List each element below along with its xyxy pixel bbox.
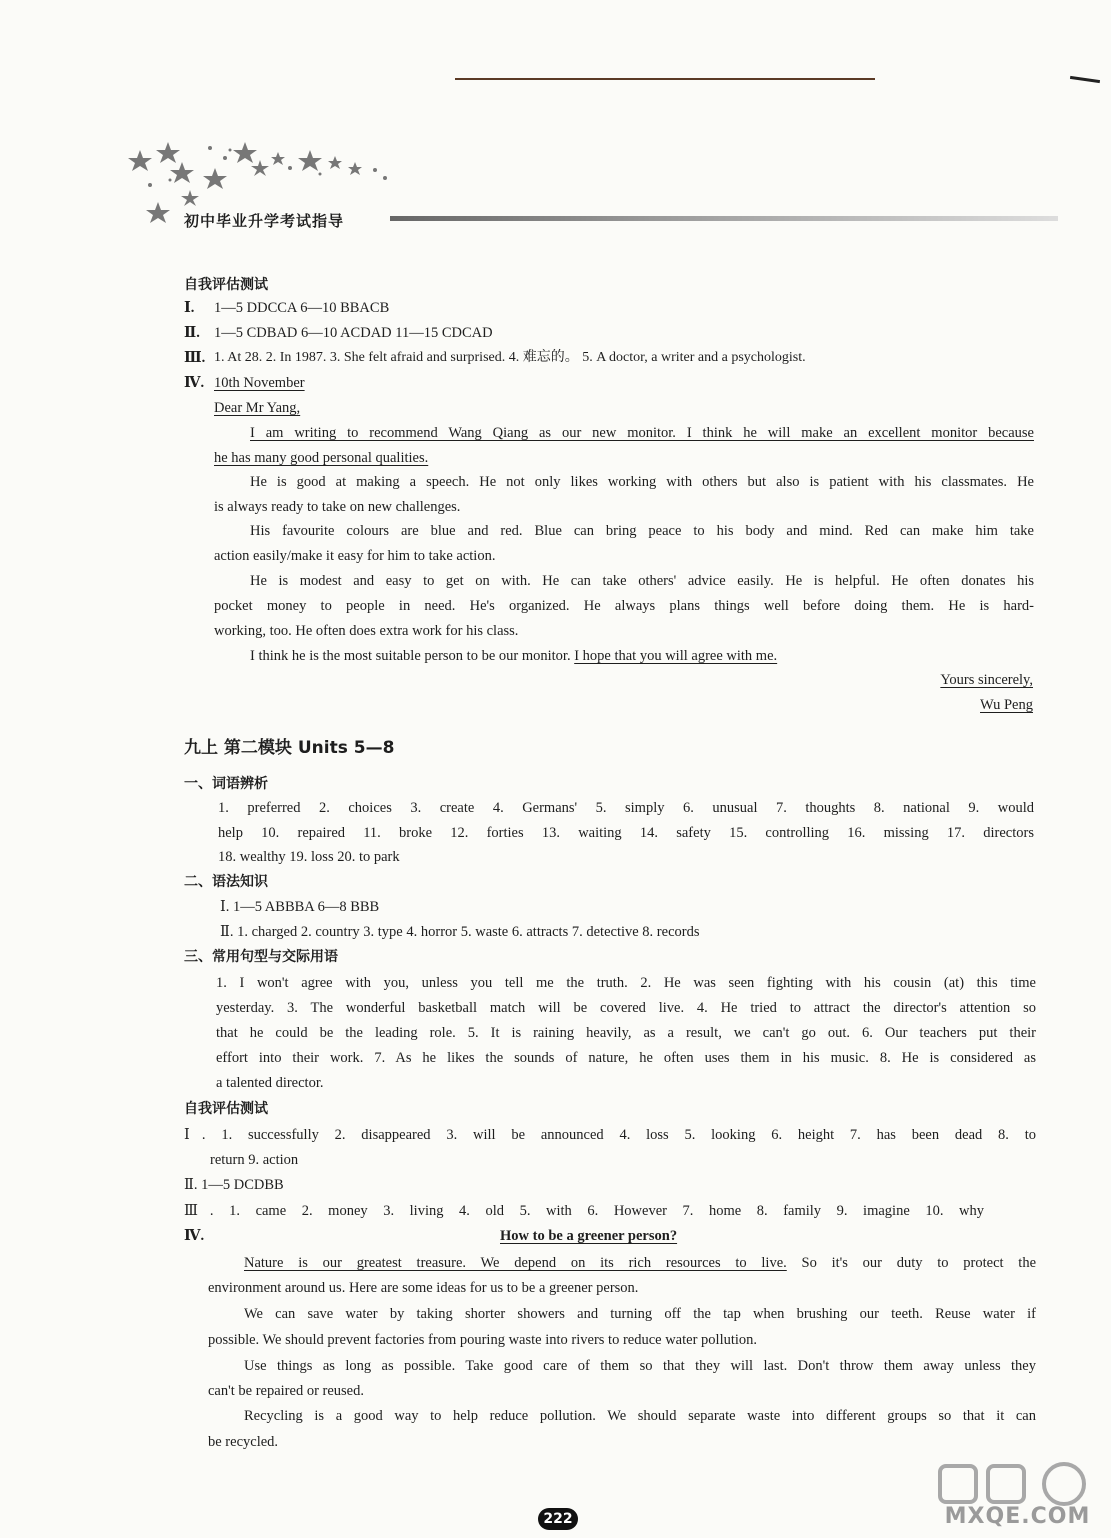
eval2-iii: Ⅲ. 1. came 2. money 3. living 4. old 5. with 6. However 7. home 8. family 9. imagine 10. why bbox=[184, 1203, 984, 1219]
s3-heading: 三、常用句型与交际用语 bbox=[184, 949, 338, 965]
letter-p3-line2: action easily/make it easy for him to take action. bbox=[214, 548, 496, 564]
essay-p3-line1: Use things as long as possible. Take good care of them so that they will last. Don't throw them away unless they bbox=[244, 1358, 1036, 1374]
eval2-ii: Ⅱ. 1—5 DCDBB bbox=[184, 1177, 284, 1193]
essay-p1-line1 bbox=[244, 1253, 1036, 1273]
essay-p2-line2: possible. We should prevent factories from pouring waste into rivers to reduce water pollution. bbox=[208, 1332, 758, 1348]
eval2-i-line1: Ⅰ. 1. successfully 2. disappeared 3. will be announced 4. loss 5. looking 6. height 7. has been dead 8. to bbox=[184, 1127, 1036, 1143]
letter-signature: Wu Peng bbox=[980, 697, 1033, 713]
letter-p2-line2: is always ready to take on new challenges. bbox=[214, 499, 461, 515]
item-iv-label: Ⅳ. bbox=[184, 375, 205, 391]
letter-p1-line1: I am writing to recommend Wang Qiang as our new monitor. I think he will make an excellent monitor because bbox=[250, 425, 1034, 441]
letter-p5-underlined: I hope that you will agree with me. bbox=[574, 648, 778, 664]
s3-line3: that he could be the leading role. 5. It is raining heavily, as a result, we can't go out. 6. Our teachers put their bbox=[216, 1025, 1036, 1041]
s1-line1: 1. preferred 2. choices 3. create 4. Germans' 5. simply 6. unusual 7. thoughts 8. national 9. would bbox=[218, 800, 1034, 816]
essay-p1-line2: environment around us. Here are some ideas for us to be a greener person. bbox=[208, 1280, 639, 1296]
eval-heading: 自我评估测试 bbox=[184, 277, 268, 293]
letter-date: 10th November bbox=[214, 375, 305, 391]
item-iii-answers: 1. At 28. 2. In 1987. 3. She felt afraid and surprised. 4. 难忘的。 5. A doctor, a writer and a psychologist. bbox=[214, 350, 806, 365]
essay-p2-line1: We can save water by taking shorter showers and turning off the tap when brushing our teeth. Reuse water if bbox=[244, 1306, 1036, 1322]
item-i-label: Ⅰ. bbox=[184, 300, 195, 316]
s2-line1: Ⅰ. 1—5 ABBBA 6—8 BBB bbox=[220, 899, 380, 915]
essay-p1-underlined: Nature is our greatest treasure. We depend on its rich resources to live. bbox=[244, 1255, 787, 1271]
s3-line4: effort into their work. 7. As he likes the sounds of nature, he often uses them in his music. 8. He is considered as bbox=[216, 1050, 1036, 1066]
letter-greeting: Dear Mr Yang, bbox=[214, 400, 301, 416]
header-title: 初中毕业升学考试指导 bbox=[184, 212, 345, 230]
watermark-logo bbox=[930, 1460, 1105, 1535]
item-iii-label: Ⅲ. bbox=[184, 350, 206, 366]
item-i-answers: 1—5 DDCCA 6—10 BBACB bbox=[214, 300, 390, 316]
letter-p5 bbox=[250, 646, 777, 666]
letter-p3-line1: His favourite colours are blue and red. Blue can bring peace to his body and mind. Red can make him take bbox=[250, 523, 1034, 539]
letter-closing: Yours sincerely, bbox=[940, 672, 1033, 688]
essay-title: How to be a greener person? bbox=[500, 1228, 678, 1244]
s2-heading: 二、语法知识 bbox=[184, 874, 268, 890]
essay-p4-line2: be recycled. bbox=[208, 1434, 279, 1450]
s3-line5: a talented director. bbox=[216, 1075, 324, 1091]
s3-line2: yesterday. 3. The wonderful basketball match will be covered live. 4. He tried to attract the director's attention so bbox=[216, 1000, 1036, 1016]
s1-line3: 18. wealthy 19. loss 20. to park bbox=[218, 849, 400, 865]
eval2-i-line2: return 9. action bbox=[210, 1152, 299, 1168]
module-title: 九上 第二模块 Units 5—8 bbox=[184, 738, 395, 758]
eval2-iv-label: Ⅳ. bbox=[184, 1228, 205, 1244]
item-ii-label: Ⅱ. bbox=[184, 325, 200, 341]
page-number: 222 bbox=[538, 1508, 578, 1530]
letter-p4-line1: He is modest and easy to get on with. He can take others' advice easily. He is helpful. He often donates his bbox=[250, 573, 1034, 589]
watermark-icon bbox=[930, 1460, 1105, 1508]
letter-p4-line3: working, too. He often does extra work for his class. bbox=[214, 623, 519, 639]
eval2-heading: 自我评估测试 bbox=[184, 1101, 268, 1117]
header-rule bbox=[390, 216, 1058, 221]
watermark-text: MXQE.COM bbox=[944, 1504, 1091, 1529]
essay-p4-line1: Recycling is a good way to help reduce pollution. We should separate waste into different groups so that it can bbox=[244, 1408, 1036, 1424]
s1-line2: help 10. repaired 11. broke 12. forties 13. waiting 14. safety 15. controlling 16. missing 17. directors bbox=[218, 825, 1034, 841]
essay-p1-rest: So it's our duty to protect the bbox=[801, 1255, 1036, 1271]
top-rule bbox=[455, 78, 875, 80]
essay-p3-line2: can't be repaired or reused. bbox=[208, 1383, 364, 1399]
s3-line1: 1. I won't agree with you, unless you tell me the truth. 2. He was seen fighting with his cousin (at) this time bbox=[216, 975, 1036, 991]
letter-p5-plain: I think he is the most suitable person to be our monitor. bbox=[250, 648, 571, 664]
letter-p1-line2: he has many good personal qualities. bbox=[214, 450, 429, 466]
letter-p4-line2: pocket money to people in need. He's organized. He always plans things well before doing them. He is hard- bbox=[214, 598, 1034, 614]
s1-heading: 一、词语辨析 bbox=[184, 776, 268, 792]
item-ii-answers: 1—5 CDBAD 6—10 ACDAD 11—15 CDCAD bbox=[214, 325, 493, 341]
s2-line2: Ⅱ. 1. charged 2. country 3. type 4. horror 5. waste 6. attracts 7. detective 8. records bbox=[220, 924, 700, 940]
letter-p2-line1: He is good at making a speech. He not only likes working with others but also is patient with his classmates. He bbox=[250, 474, 1034, 490]
top-rule-tail bbox=[1070, 76, 1100, 83]
